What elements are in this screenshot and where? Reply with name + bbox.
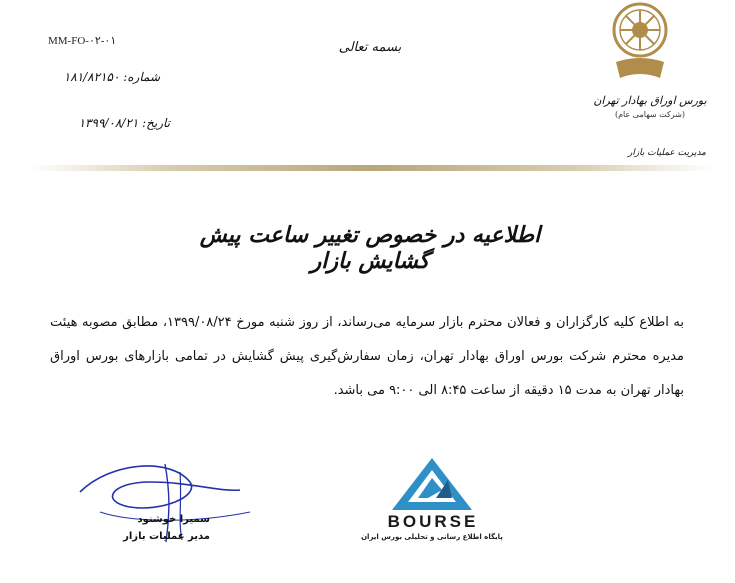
tehran-stock-exchange-emblem-icon — [610, 0, 670, 84]
signer-title: مدیر عملیات بازار — [123, 531, 210, 542]
signer-name: سمیرا خوشنود — [137, 514, 210, 525]
form-code: MM-FO-۰۲-۰۱ — [48, 35, 117, 47]
announcement-body: به اطلاع کلیه کارگزاران و فعالان محترم بازار سرمایه می‌رساند، از روز شنبه مورخ ۱۳۹۹/۰۸/۲۴، مطابق مصوبه هیئت مدیره محترم شرکت بورس اوراق بهادار تهران، زمان سفارش‌گیری پیش گشایش در تمامی بازارهای بورس اوراق بهادار تهران به مدت ۱۵ دقیقه از ساعت ۸:۴۵ الی ۹:۰۰ می باشد. — [50, 315, 684, 398]
header-divider — [30, 165, 712, 171]
organization-name: بورس اوراق بهادار تهران — [593, 94, 707, 107]
announcement-title: اطلاعیه در خصوص تغییر ساعت پیش گشایش بازار — [199, 222, 541, 274]
letter-number: شماره: ۱۸۱/۸۲۱۵۰ — [63, 70, 160, 84]
bourse-caption: پایگاه اطلاع رسانی و تحلیلی بورس ایران — [361, 533, 503, 541]
invocation-text: بسمه تعالی — [338, 40, 402, 55]
department-name: مدیریت عملیات بازار — [627, 148, 706, 158]
bourse-wordmark: BOURSE — [387, 512, 479, 531]
organization-subtitle: (شرکت سهامی عام) — [614, 110, 686, 119]
letter-date: تاریخ: ۱۳۹۹/۰۸/۲۱ — [78, 116, 170, 130]
